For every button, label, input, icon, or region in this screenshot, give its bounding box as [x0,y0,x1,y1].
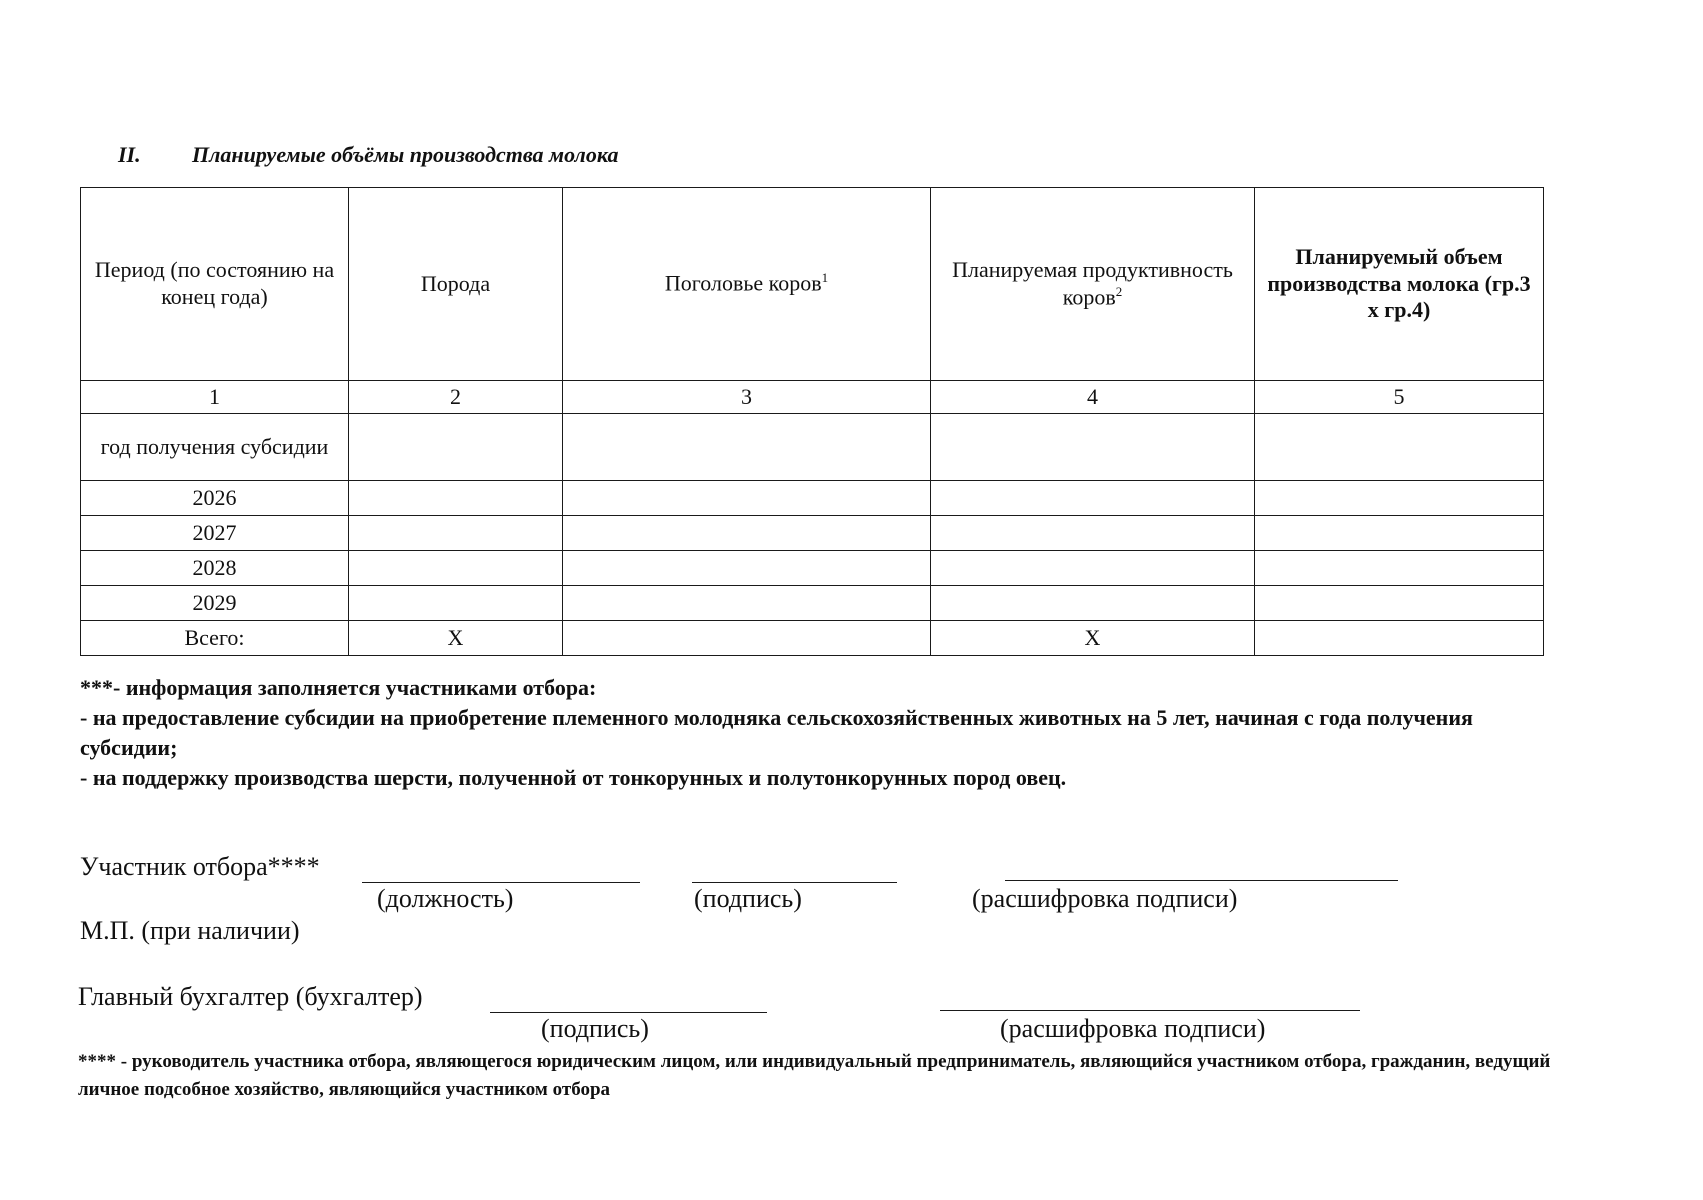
period-cell: 2028 [81,551,349,586]
column-number: 5 [1255,381,1544,414]
column-number: 1 [81,381,349,414]
signature-line[interactable] [692,882,897,883]
seal-label: М.П. (при наличии) [80,916,300,945]
productivity-cell[interactable] [931,551,1255,586]
accountant-signature-line[interactable] [490,1012,767,1013]
header-breed: Порода [349,188,563,381]
period-cell: год получения субсидии [81,414,349,481]
total-label: Всего: [81,621,349,656]
header-cow-count: Поголовье коров$^1$ [563,188,931,381]
milk-volume-cell[interactable] [1255,414,1544,481]
footnote-marker: 2 [1115,283,1123,299]
period-cell: 2026 [81,481,349,516]
cow-count-cell[interactable] [563,586,931,621]
footnote [78,1048,1558,1104]
cow-count-cell[interactable] [563,481,931,516]
total-row [81,621,1544,656]
header-period: Период (по состоянию на конец года) [81,188,349,381]
milk-volume-cell[interactable] [1255,481,1544,516]
breed-cell[interactable] [349,551,563,586]
milk-production-table [80,187,1544,656]
milk-volume-cell[interactable] [1255,551,1544,586]
position-caption: (должность) [377,884,514,913]
table-row [81,586,1544,621]
accountant-signature-caption: (подпись) [541,1014,649,1043]
note-line: - на поддержку производства шерсти, полученной от тонкорунных и полутонкорунных пород овец. [80,765,1067,790]
cow-count-total-cell[interactable] [563,621,931,656]
breed-cell[interactable] [349,516,563,551]
header-milk-volume: Планируемый объем производства молока (гр.3 x гр.4) [1255,188,1544,381]
table-row [81,516,1544,551]
signature-caption: (подпись) [694,884,802,913]
productivity-cell[interactable] [931,414,1255,481]
decoding-caption: (расшифровка подписи) [972,884,1238,913]
breed-cell[interactable] [349,481,563,516]
productivity-cell[interactable] [931,481,1255,516]
section-number: II. [118,142,141,167]
column-number: 3 [563,381,931,414]
milk-volume-cell[interactable] [1255,516,1544,551]
breed-cell[interactable] [349,586,563,621]
accountant-label: Главный бухгалтер (бухгалтер) [78,982,423,1011]
note-line: ***- информация заполняется участниками отбора: [80,675,597,700]
section-heading [118,142,618,168]
table-header-row [81,188,1544,381]
period-cell: 2027 [81,516,349,551]
header-productivity: Планируемая продуктивность коров$^2$ [931,188,1255,381]
position-line[interactable] [362,882,640,883]
column-number: 4 [931,381,1255,414]
cow-count-cell[interactable] [563,551,931,586]
breed-cell[interactable] [349,414,563,481]
decoding-line[interactable] [1005,880,1398,881]
productivity-cell[interactable] [931,516,1255,551]
cow-count-cell[interactable] [563,516,931,551]
section-title: Планируемые объёмы производства молока [192,142,619,167]
milk-volume-total-cell[interactable] [1255,621,1544,656]
column-number-row [81,381,1544,414]
footnote-marker: 1 [821,270,829,286]
accountant-decoding-line[interactable] [940,1010,1360,1011]
period-cell: 2029 [81,586,349,621]
footnote-text: **** - руководитель участника отбора, являющегося юридическим лицом, или индивидуальный предприниматель, являющийся участником отбора, гражданин, ведущий личное подсобное хозяйство, являющийся участником отбора [78,1051,1551,1100]
table-row [81,414,1544,481]
note-line: - на предоставление субсидии на приобретение племенного молодняка сельскохозяйственных животных на 5 лет, начиная с года получения субсидии; [80,705,1473,760]
milk-volume-cell[interactable] [1255,586,1544,621]
productivity-total-cell: X [931,621,1255,656]
participant-label: Участник отбора**** [80,852,320,881]
table-row [81,551,1544,586]
notes-block [80,673,1550,793]
accountant-decoding-caption: (расшифровка подписи) [1000,1014,1266,1043]
breed-total-cell: X [349,621,563,656]
cow-count-cell[interactable] [563,414,931,481]
productivity-cell[interactable] [931,586,1255,621]
table-row [81,481,1544,516]
column-number: 2 [349,381,563,414]
